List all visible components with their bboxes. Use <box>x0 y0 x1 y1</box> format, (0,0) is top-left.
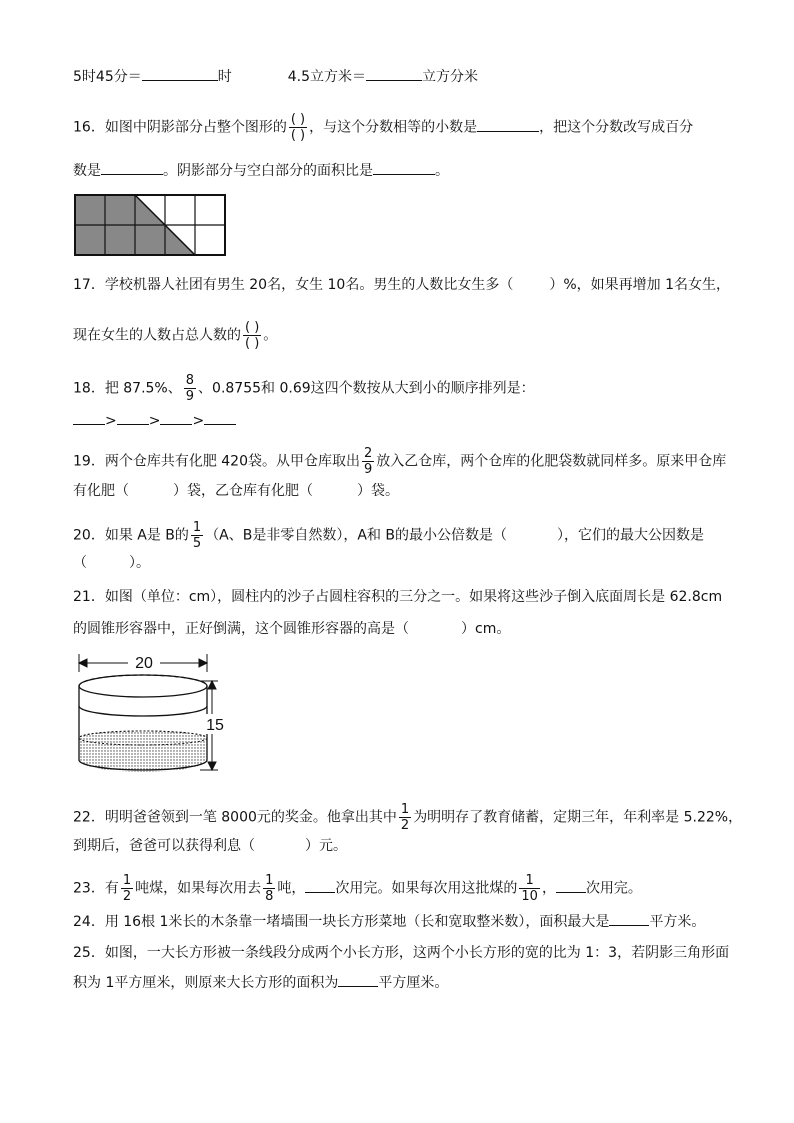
q18-text: 18．把 87.5%、 <box>73 380 182 397</box>
q19-line1 <box>73 446 726 477</box>
q17-text: 现在女生的人数占总人数的 <box>73 327 241 344</box>
fraction-numerator: ( ) <box>245 320 260 335</box>
answer-blank[interactable] <box>101 160 163 175</box>
fraction-numerator: 8 <box>185 373 195 388</box>
q22-line1 <box>73 802 742 833</box>
q20-text: ），它们的最大公因数是 <box>557 527 704 544</box>
answer-blank[interactable] <box>609 911 649 926</box>
fraction-denominator: 5 <box>192 536 202 551</box>
q23-text: ， <box>541 880 556 897</box>
q15-text-a: 5时45分＝ <box>73 69 142 85</box>
answer-blank[interactable] <box>338 972 378 987</box>
q20-text: 20．如果 A是 B的 <box>73 527 189 544</box>
fraction <box>399 802 411 833</box>
cylinder-figure <box>74 648 234 780</box>
q16-text: ，与这个分数相等的小数是 <box>309 119 478 136</box>
q23-text: 次用完。如果每次用这批煤的 <box>335 880 518 897</box>
height-label: 15 <box>206 717 224 734</box>
fraction-denominator: ( ) <box>290 128 306 143</box>
answer-blank[interactable] <box>117 410 149 425</box>
fraction-denominator: 9 <box>364 462 373 477</box>
q22-line2 <box>73 836 347 856</box>
q24-text: 24．用 16根 1米长的木条靠一堵墙围一块长方形菜地（长和宽取整米数），面积最大是 <box>73 914 610 930</box>
answer-blank[interactable] <box>142 66 218 81</box>
q23-line <box>73 873 642 904</box>
greater-than-sign: > <box>148 413 161 429</box>
q19-text: ）袋。 <box>357 483 399 499</box>
answer-blank[interactable] <box>204 410 236 425</box>
q22-text: 为明明存了教育储蓄，定期三年，年利率是 5.22%， <box>413 809 743 826</box>
q24-text: 平方米。 <box>649 914 706 930</box>
q15-line <box>73 66 478 87</box>
fraction-denominator: ( ) <box>245 336 260 351</box>
q23-text: 次用完。 <box>585 880 642 897</box>
fraction <box>263 873 275 904</box>
q24-line <box>73 911 705 932</box>
q21-text: 21．如图（单位：cm），圆柱内的沙子占圆柱容积的三分之一。如果将这些沙子倒入底面周长是 62.8cm <box>73 589 723 605</box>
q19-text: 放入乙仓库，两个仓库的化肥袋数就同样多。原来甲仓库 <box>376 453 727 470</box>
q18-line2 <box>73 410 236 431</box>
q25-line1 <box>73 943 729 963</box>
q15-text-b: 4.5立方米＝ <box>287 69 366 85</box>
q18-line1 <box>73 373 535 404</box>
q20-text: （A、B是非零自然数），A和 B的最小公倍数是（ <box>205 527 507 544</box>
q20-text: ）。 <box>129 555 150 571</box>
fraction-denominator: 9 <box>185 389 195 404</box>
fraction-denominator: 2 <box>122 889 132 904</box>
q20-line1 <box>73 520 704 551</box>
fraction <box>191 520 203 551</box>
q19-line2 <box>73 481 399 501</box>
q21-line1 <box>73 587 722 607</box>
fraction-numerator: 1 <box>122 873 132 888</box>
q16-text: 。 <box>435 163 449 179</box>
greater-than-sign: > <box>105 413 117 429</box>
q20-text: （ <box>73 555 87 571</box>
shaded-grid-figure <box>74 194 230 258</box>
q22-text: 到期后，爸爸可以获得利息（ <box>73 838 255 854</box>
q19-text: ）袋，乙仓库有化肥（ <box>173 483 313 499</box>
fraction-numerator: ( ) <box>290 112 306 127</box>
fraction-numerator: 1 <box>525 873 534 888</box>
q20-line2 <box>73 553 150 573</box>
q19-text: 有化肥（ <box>73 483 129 499</box>
q16-text: 16．如图中阴影部分占整个图形的 <box>73 119 287 136</box>
q16-line1 <box>73 112 693 143</box>
fraction-numerator: 2 <box>364 446 373 461</box>
fraction-numerator: 1 <box>265 873 274 888</box>
q21-text: 的圆锥形容器中，正好倒满，这个圆锥形容器的高是（ <box>73 621 409 637</box>
answer-blank[interactable] <box>373 160 435 175</box>
fraction <box>184 373 196 404</box>
fraction-denominator: 8 <box>265 889 274 904</box>
q17-line2 <box>73 320 277 351</box>
q16-line2 <box>73 160 449 181</box>
q22-text: 22．明明爸爸领到一笔 8000元的奖金。他拿出其中 <box>73 809 397 826</box>
q25-text: 平方厘米。 <box>378 975 449 991</box>
q21-text: ）cm。 <box>461 621 511 637</box>
fraction-denominator: 10 <box>521 889 538 904</box>
q16-text: ，把这个分数改写成百分 <box>539 119 694 136</box>
answer-blank[interactable] <box>305 878 335 893</box>
fraction-numerator: 1 <box>192 520 202 535</box>
answer-blank[interactable] <box>73 410 105 425</box>
fraction <box>519 873 540 904</box>
fraction-blank[interactable] <box>289 112 307 143</box>
answer-blank[interactable] <box>160 410 192 425</box>
q17-text: 。 <box>263 327 278 344</box>
q18-text: 、0.8755和 0.69这四个数按从大到小的顺序排列是： <box>198 380 535 397</box>
greater-than-sign: > <box>192 413 205 429</box>
q22-text: ）元。 <box>305 838 347 854</box>
q23-text: 吨煤，如果每次用去 <box>135 880 262 897</box>
q19-text: 19．两个仓库共有化肥 420袋。从甲仓库取出 <box>73 453 360 470</box>
q21-line2 <box>73 619 510 639</box>
q16-text: 。阴影部分与空白部分的面积比是 <box>163 163 373 179</box>
answer-blank[interactable] <box>477 117 539 132</box>
q25-line2 <box>73 972 448 993</box>
answer-blank[interactable] <box>556 878 586 893</box>
fraction-numerator: 1 <box>400 802 410 817</box>
q15-unit-b: 立方分米 <box>422 69 478 85</box>
fraction <box>362 446 374 477</box>
q17-text: 17．学校机器人社团有男生 20名，女生 10名。男生的人数比女生多（ <box>73 277 514 293</box>
q15-unit-a: 时 <box>217 69 232 85</box>
q25-text: 25．如图，一大长方形被一条线段分成两个小长方形，这两个小长方形的宽的比为 1：3，若阴影三角形面 <box>73 945 730 961</box>
q25-text: 积为 1平方厘米，则原来大长方形的面积为 <box>73 975 339 991</box>
q17-line1 <box>73 275 730 295</box>
fraction <box>121 873 133 904</box>
q23-text: 吨， <box>277 880 306 897</box>
width-label: 20 <box>135 655 153 672</box>
q16-text: 数是 <box>73 163 101 179</box>
fraction-blank[interactable] <box>243 320 261 351</box>
q17-text: ）%，如果再增加 1名女生， <box>549 277 731 293</box>
q23-text: 23．有 <box>73 880 119 897</box>
fraction-denominator: 2 <box>400 818 410 833</box>
answer-blank[interactable] <box>366 66 422 81</box>
